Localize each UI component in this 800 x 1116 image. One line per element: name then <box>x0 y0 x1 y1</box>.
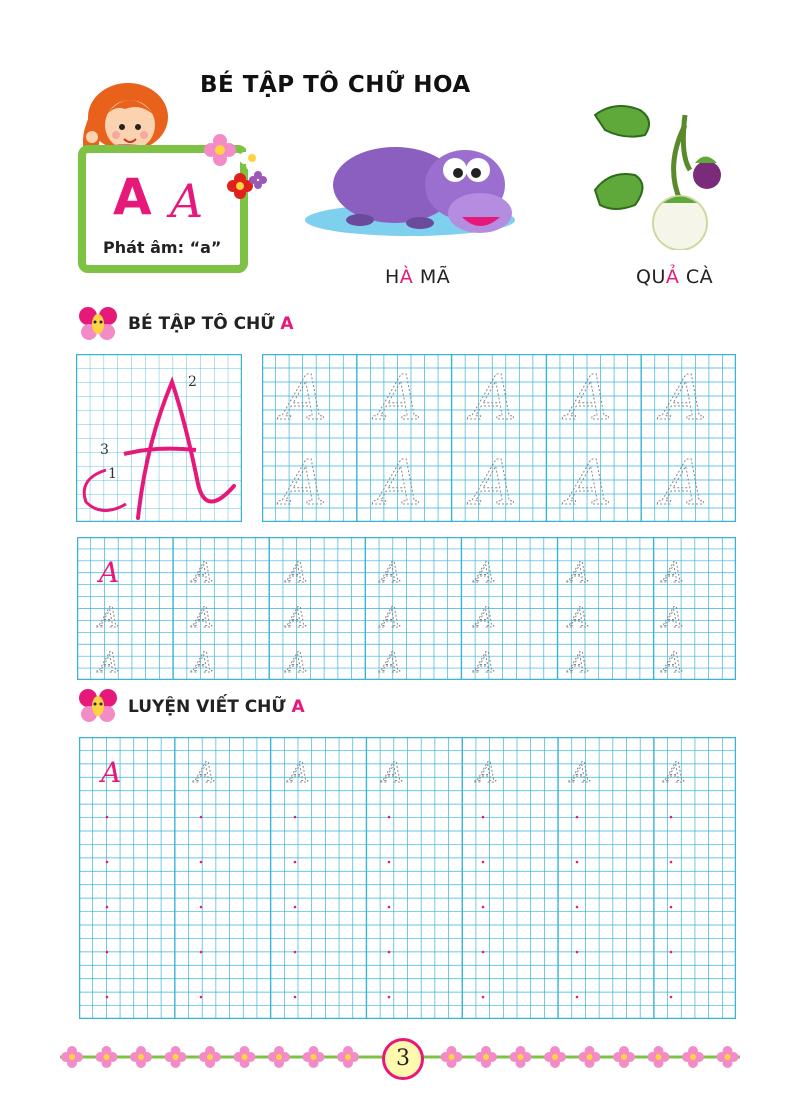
start-dot <box>106 951 109 954</box>
start-dot <box>482 906 485 909</box>
start-dot <box>670 996 673 999</box>
trace-letter-large: A <box>472 446 517 519</box>
start-dot <box>106 996 109 999</box>
start-dot <box>388 906 391 909</box>
eggplant-icon <box>585 95 735 250</box>
trace-letter-small: A <box>193 646 214 679</box>
trace-letter-small: A <box>569 601 590 634</box>
phonetic-label: Phát âm: “a” <box>103 238 222 257</box>
practice-letter: A <box>289 756 310 789</box>
trace-letter-small: A <box>569 556 590 589</box>
flower-icon <box>682 1046 704 1068</box>
trace-letter-small: A <box>475 556 496 589</box>
trace-letter-small: A <box>193 601 214 634</box>
start-dot <box>388 816 391 819</box>
trace-letter-small: A <box>99 601 120 634</box>
start-dot <box>670 906 673 909</box>
butterfly-icon <box>78 306 118 342</box>
flower-icon <box>61 1046 83 1068</box>
trace-letter-small: A <box>663 556 684 589</box>
start-dot <box>576 861 579 864</box>
practice-letter: A <box>477 756 498 789</box>
start-dot <box>106 816 109 819</box>
trace-letter-large: A <box>282 361 327 434</box>
trace-letter-small: A <box>381 646 402 679</box>
trace-letter-large: A <box>662 361 707 434</box>
start-dot <box>200 951 203 954</box>
start-dot <box>294 816 297 819</box>
practice-grid <box>79 737 736 1019</box>
script-letter: A <box>170 174 204 228</box>
trace-letter-large: A <box>472 361 517 434</box>
trace-letter-small: A <box>287 556 308 589</box>
start-dot <box>388 951 391 954</box>
trace-letter-small: A <box>663 646 684 679</box>
start-dot <box>482 996 485 999</box>
trace-letter-small: A <box>663 601 684 634</box>
start-dot <box>388 996 391 999</box>
flower-icon <box>130 1046 152 1068</box>
trace-letter-large: A <box>662 446 707 519</box>
section-heading-practice: LUYỆN VIẾT CHỮ A <box>128 697 305 717</box>
start-dot <box>482 816 485 819</box>
trace-letter-large: A <box>377 361 422 434</box>
page-title: BÉ TẬP TÔ CHỮ HOA <box>200 72 471 98</box>
practice-letter: A <box>383 756 404 789</box>
trace-letter-small: A <box>569 646 590 679</box>
start-dot <box>106 861 109 864</box>
flower-icon <box>303 1046 325 1068</box>
start-dot <box>482 951 485 954</box>
step-3-label: 3 <box>100 442 109 458</box>
trace-letter-large: A <box>567 446 612 519</box>
caption-hippo: HÀ MÃ <box>385 266 451 288</box>
start-dot <box>670 861 673 864</box>
flower-icon <box>613 1046 635 1068</box>
trace-letter-small: A <box>99 556 120 589</box>
flower-icon <box>199 1046 221 1068</box>
start-dot <box>482 861 485 864</box>
flower-icon <box>337 1046 359 1068</box>
flower-icon <box>441 1046 463 1068</box>
stroke-guide-grid <box>76 354 242 522</box>
tracing-grid-large <box>262 354 736 522</box>
step-1-label: 1 <box>108 466 117 482</box>
start-dot <box>200 816 203 819</box>
trace-letter-small: A <box>287 646 308 679</box>
start-dot <box>200 861 203 864</box>
practice-letter: A <box>571 756 592 789</box>
flower-icon <box>717 1046 739 1068</box>
caption-eggplant: QUẢ CÀ <box>636 266 714 288</box>
trace-letter-small: A <box>475 646 496 679</box>
start-dot <box>200 996 203 999</box>
start-dot <box>576 996 579 999</box>
flower-icon <box>165 1046 187 1068</box>
start-dot <box>576 906 579 909</box>
page-number: 3 <box>382 1038 424 1080</box>
trace-letter-small: A <box>193 556 214 589</box>
trace-letter-small: A <box>287 601 308 634</box>
start-dot <box>106 906 109 909</box>
start-dot <box>294 951 297 954</box>
trace-letter-small: A <box>381 556 402 589</box>
start-dot <box>576 816 579 819</box>
flower-icon <box>96 1046 118 1068</box>
butterfly-icon <box>78 688 118 724</box>
start-dot <box>388 861 391 864</box>
flower-icon <box>268 1046 290 1068</box>
flower-icon <box>579 1046 601 1068</box>
flower-icon <box>234 1046 256 1068</box>
practice-letter: A <box>195 756 216 789</box>
tracing-grid-small <box>77 537 736 680</box>
start-dot <box>294 906 297 909</box>
trace-letter-large: A <box>377 446 422 519</box>
start-dot <box>670 816 673 819</box>
start-dot <box>294 996 297 999</box>
trace-letter-large: A <box>567 361 612 434</box>
start-dot <box>294 861 297 864</box>
trace-letter-large: A <box>282 446 327 519</box>
start-dot <box>200 906 203 909</box>
flower-cluster-icon <box>198 128 273 203</box>
practice-letter: A <box>665 756 686 789</box>
print-letter: A <box>113 168 152 226</box>
start-dot <box>670 951 673 954</box>
flower-icon <box>475 1046 497 1068</box>
trace-letter-small: A <box>99 646 120 679</box>
flower-icon <box>510 1046 532 1068</box>
start-dot <box>576 951 579 954</box>
section-heading-trace: BÉ TẬP TÔ CHỮ A <box>128 314 294 334</box>
hippo-icon <box>300 125 530 250</box>
trace-letter-small: A <box>475 601 496 634</box>
practice-letter: A <box>101 756 122 789</box>
flower-icon <box>648 1046 670 1068</box>
trace-letter-small: A <box>381 601 402 634</box>
flower-icon <box>544 1046 566 1068</box>
step-2-label: 2 <box>188 374 197 390</box>
